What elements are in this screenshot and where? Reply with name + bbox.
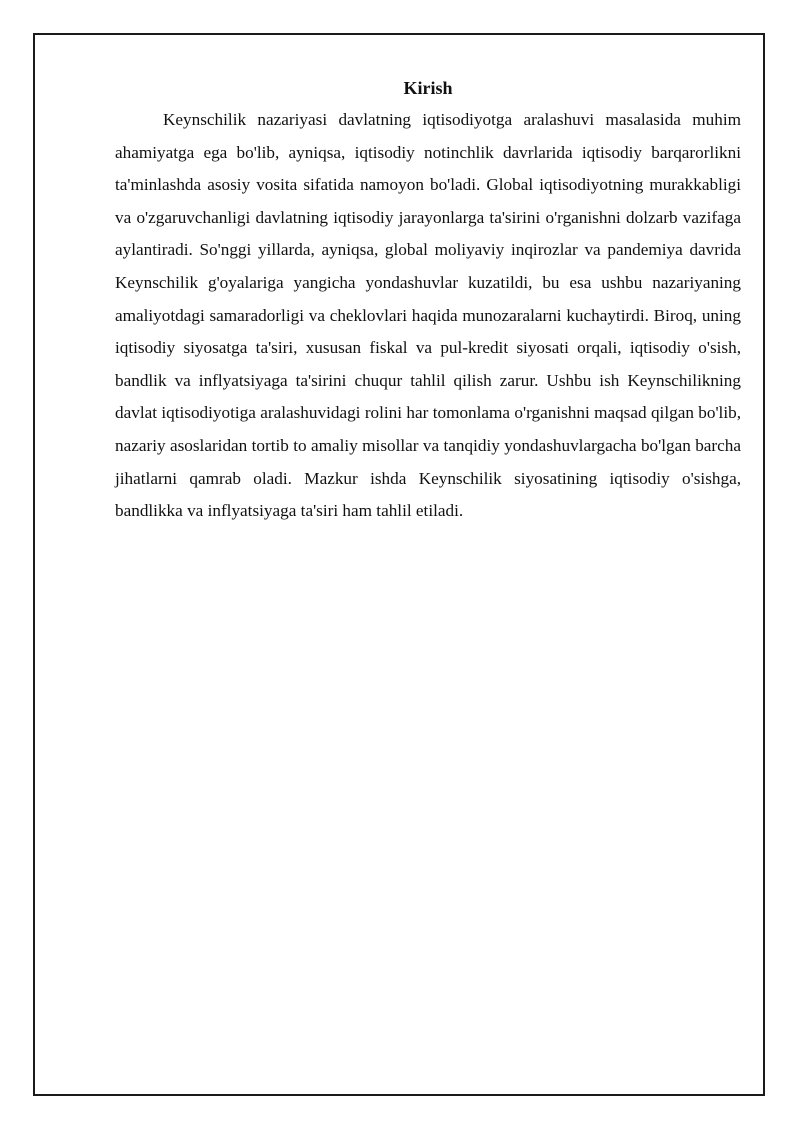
body-paragraph: Keynschilik nazariyasi davlatning iqtisodiyotga aralashuvi masalasida muhim ahamiyatga ega bo'lib, ayniqsa, iqtisodiy notinchlik davrlarida iqtisodiy barqarorlikni ta'minlashda asosiy vosita sifatida namoyon bo'ladi. Global iqtisodiyotning murakkabligi va o'zgaruvchanligi davlatning iqtisodiy jarayonlarga ta'sirini o'rganishni dolzarb vazifaga aylantiradi. So'nggi yillarda, ayniqsa, global moliyaviy inqirozlar va pandemiya davrida Keynschilik g'oyalariga yangicha yondashuvlar kuzatildi, bu esa ushbu nazariyaning amaliyotdagi samaradorligi va cheklovlari haqida munozaralarni kuchaytirdi. Biroq, uning iqtisodiy siyosatga ta'siri, xususan fiskal va pul-kredit siyosati orqali, iqtisodiy o'sish, bandlik va inflyatsiyaga ta'sirini chuqur tahlil qilish zarur. Ushbu ish Keynschilikning davlat iqtisodiyotiga aralashuvidagi rolini har tomonlama o'rganishni maqsad qilgan bo'lib, nazariy asoslaridan tortib to amaliy misollar va tanqidiy yondashuvlargacha bo'lgan barcha jihatlarni qamrab oladi. Mazkur ishda Keynschilik siyosatining iqtisodiy o'sishga, bandlikka va inflyatsiyaga ta'siri ham tahlil etiladi. [115, 110, 741, 521]
document-content [115, 76, 741, 528]
section-title: Kirish [403, 78, 453, 98]
